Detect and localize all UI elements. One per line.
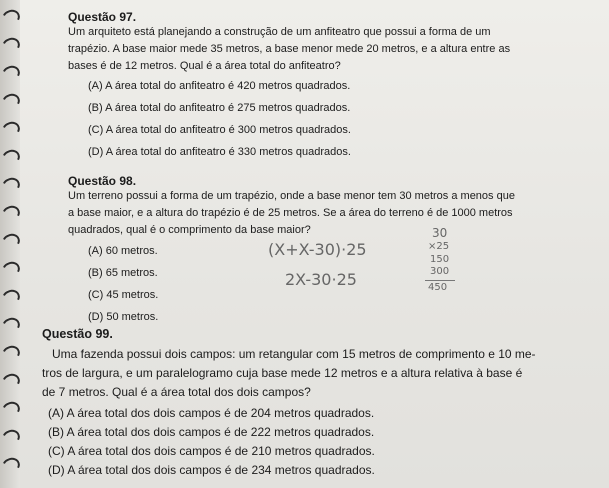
option-c[interactable]: (C) A área total do anfiteatro é 300 metros quadrados. (88, 124, 351, 136)
spiral-ring (0, 119, 22, 139)
question-title: Questão 98. (68, 174, 137, 188)
handwritten-expression: 2X-30·25 (285, 270, 357, 289)
question-text-line: Uma fazenda possui dois campos: um retangular com 15 metros de comprimento e 10 me- (52, 347, 536, 361)
question-text-line: quadrados, qual é o comprimento da base maior? (68, 224, 311, 236)
handwritten-expression: (X+X-30)·25 (268, 240, 367, 259)
option-d[interactable]: (D) A área total do anfiteatro é 330 metros quadrados. (88, 146, 351, 158)
question-text-line: trapézio. A base maior mede 35 metros, a base menor mede 20 metros, e a altura entre as (68, 43, 511, 55)
option-b[interactable]: (B) A área total dos dois campos é de 222 metros quadrados. (48, 425, 375, 439)
option-c[interactable]: (C) A área total dos dois campos é de 210 metros quadrados. (48, 444, 375, 458)
option-d[interactable]: (D) 50 metros. (88, 311, 159, 323)
question-title: Questão 99. (42, 327, 113, 341)
spiral-ring (0, 91, 22, 111)
question-title: Questão 97. (68, 10, 137, 24)
notebook-spiral-binding (0, 0, 20, 488)
option-b[interactable]: (B) A área total do anfiteatro é 275 metros quadrados. (88, 102, 351, 114)
spiral-ring (0, 427, 22, 447)
spiral-ring (0, 35, 22, 55)
spiral-ring (0, 287, 22, 307)
spiral-ring (0, 259, 22, 279)
handwritten-calc: 450 (428, 282, 448, 293)
handwritten-calc: 150 (430, 254, 450, 265)
spiral-ring (0, 175, 22, 195)
spiral-ring (0, 455, 22, 475)
option-a[interactable]: (A) 60 metros. (88, 245, 158, 257)
handwritten-calc: 300 (430, 266, 450, 277)
spiral-ring (0, 343, 22, 363)
spiral-ring (0, 203, 22, 223)
question-text-line: de 7 metros. Qual é a área total dos dois campos? (42, 385, 311, 399)
option-d[interactable]: (D) A área total dos dois campos é de 234 metros quadrados. (48, 463, 375, 477)
handwritten-line (425, 280, 455, 281)
question-text-line: Um terreno possui a forma de um trapézio, onde a base menor tem 30 metros a menos que (68, 190, 515, 202)
spiral-ring (0, 371, 22, 391)
spiral-ring (0, 147, 22, 167)
spiral-ring (0, 63, 22, 83)
question-text-line: a base maior, e a altura do trapézio é de 25 metros. Se a área do terreno é de 1000 metros (68, 207, 513, 219)
spiral-ring (0, 231, 22, 251)
handwritten-calc: 30 (432, 226, 448, 240)
option-b[interactable]: (B) 65 metros. (88, 267, 158, 279)
question-text-line: Um arquiteto está planejando a construção de um anfiteatro que possui a forma de um (68, 26, 491, 38)
handwritten-calc: ×25 (428, 241, 450, 252)
question-text-line: tros de largura, e um paralelogramo cuja base mede 12 metros e a altura relativa à base é (42, 366, 523, 380)
spiral-ring (0, 315, 22, 335)
spiral-ring (0, 399, 22, 419)
option-a[interactable]: (A) A área total dos dois campos é de 204 metros quadrados. (48, 406, 375, 420)
question-text-line: bases é de 12 metros. Qual é a área total do anfiteatro? (68, 60, 341, 72)
option-a[interactable]: (A) A área total do anfiteatro é 420 metros quadrados. (88, 80, 351, 92)
option-c[interactable]: (C) 45 metros. (88, 289, 159, 301)
spiral-ring (0, 7, 22, 27)
